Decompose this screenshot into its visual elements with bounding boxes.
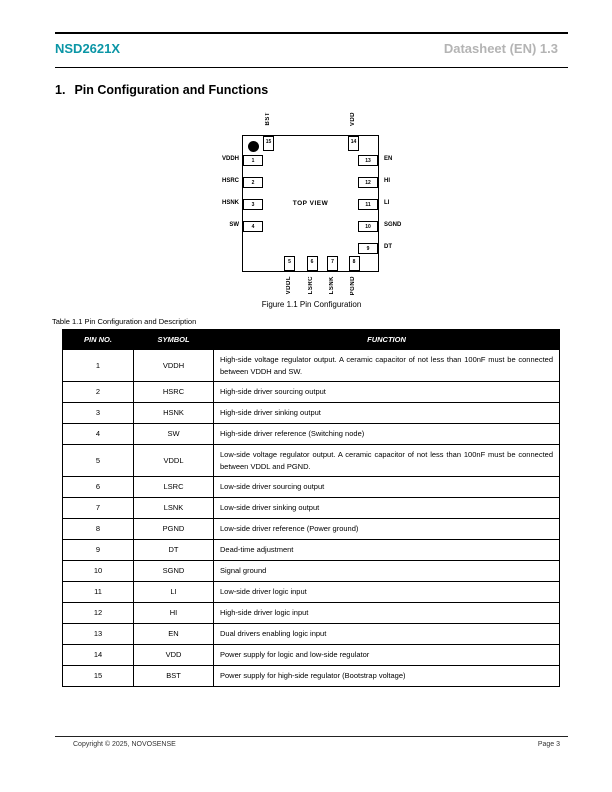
pin-table-row bbox=[63, 540, 560, 561]
pin-label-PGND: PGND bbox=[350, 276, 356, 296]
pin-box-VDDL: 5 bbox=[284, 256, 295, 271]
function-cell: Signal ground bbox=[214, 561, 560, 582]
pin-no-cell: 10 bbox=[63, 561, 134, 582]
document-title: Datasheet (EN) 1.3 bbox=[443, 41, 558, 56]
pin-table-row bbox=[63, 603, 560, 624]
function-cell: High-side driver sinking output bbox=[214, 403, 560, 424]
pin-table-row bbox=[63, 645, 560, 666]
function-cell: Dead-time adjustment bbox=[214, 540, 560, 561]
part-number: NSD2621X bbox=[55, 41, 121, 56]
symbol-cell: VDDH bbox=[134, 350, 214, 382]
pin-no-cell: 13 bbox=[63, 624, 134, 645]
pin-no-cell: 1 bbox=[63, 350, 134, 382]
col-header-symbol: SYMBOL bbox=[134, 330, 214, 350]
pin-table-row bbox=[63, 582, 560, 603]
pin-table-row bbox=[63, 382, 560, 403]
pin-no-cell: 6 bbox=[63, 477, 134, 498]
pin-no-cell: 5 bbox=[63, 445, 134, 477]
pin-box-DT: 9 bbox=[358, 243, 378, 254]
pin-table-row bbox=[63, 445, 560, 477]
function-cell: Low-side driver reference (Power ground) bbox=[214, 519, 560, 540]
function-cell: High-side driver reference (Switching node) bbox=[214, 424, 560, 445]
pin-label-VDD: VDD bbox=[349, 112, 356, 127]
table-header-row bbox=[63, 330, 560, 350]
pin-label-LSRC: LSRC bbox=[308, 276, 314, 295]
section-number: 1. bbox=[55, 83, 66, 97]
symbol-cell: VDDL bbox=[134, 445, 214, 477]
copyright-text: Copyright © 2025, NOVOSENSE bbox=[73, 741, 176, 748]
figure-caption: Figure 1.1 Pin Configuration bbox=[261, 300, 362, 309]
symbol-cell: VDD bbox=[134, 645, 214, 666]
pin-box-LI: 11 bbox=[358, 199, 378, 210]
pin-no-cell: 2 bbox=[63, 382, 134, 403]
pin-table bbox=[62, 329, 560, 687]
footer-rule bbox=[55, 736, 568, 737]
pin-label-LSNK: LSNK bbox=[328, 276, 335, 295]
pin-no-cell: 7 bbox=[63, 498, 134, 519]
header-rule-bottom bbox=[55, 67, 568, 69]
table-body bbox=[63, 350, 560, 687]
pin-label-VDDH: VDDH bbox=[221, 156, 239, 162]
pin-box-VDD: 14 bbox=[348, 136, 359, 151]
pin-label-HSNK: HSNK bbox=[221, 200, 239, 206]
function-cell: High-side voltage regulator output. A ceramic capacitor of not less than 100nF must be connected between VDDH and SW. bbox=[214, 350, 560, 382]
pin-table-row bbox=[63, 666, 560, 687]
pin-label-BST: BST bbox=[264, 112, 271, 126]
pin-box-LSNK: 7 bbox=[327, 256, 338, 271]
col-header-pin-no: PIN NO. bbox=[63, 330, 134, 350]
function-cell: High-side driver sourcing output bbox=[214, 382, 560, 403]
pin-no-cell: 11 bbox=[63, 582, 134, 603]
function-cell: Low-side voltage regulator output. A ceramic capacitor of not less than 100nF must be connected between VDDL and PGND. bbox=[214, 445, 560, 477]
symbol-cell: LSRC bbox=[134, 477, 214, 498]
symbol-cell: EN bbox=[134, 624, 214, 645]
pin-no-cell: 8 bbox=[63, 519, 134, 540]
pin-box-HSRC: 2 bbox=[243, 177, 263, 188]
pin-box-SW: 4 bbox=[243, 221, 263, 232]
function-cell: Dual drivers enabling logic input bbox=[214, 624, 560, 645]
symbol-cell: BST bbox=[134, 666, 214, 687]
table-caption: Table 1.1 Pin Configuration and Description bbox=[52, 317, 197, 326]
pin-no-cell: 9 bbox=[63, 540, 134, 561]
function-cell: Power supply for logic and low-side regulator bbox=[214, 645, 560, 666]
symbol-cell: LSNK bbox=[134, 498, 214, 519]
pin-label-SGND: SGND bbox=[384, 222, 402, 228]
pin-table-row bbox=[63, 498, 560, 519]
page-header bbox=[55, 41, 558, 56]
pin-label-LI: LI bbox=[384, 200, 390, 206]
pin1-indicator-dot bbox=[248, 141, 259, 152]
page-footer bbox=[73, 741, 560, 748]
page-number: Page 3 bbox=[537, 741, 560, 748]
col-header-function: FUNCTION bbox=[214, 330, 560, 350]
section-title-text: Pin Configuration and Functions bbox=[74, 83, 269, 97]
pin-table-row bbox=[63, 424, 560, 445]
function-cell: Low-side driver sinking output bbox=[214, 498, 560, 519]
pin-label-EN: EN bbox=[384, 156, 393, 162]
symbol-cell: DT bbox=[134, 540, 214, 561]
pin-label-VDDL: VDDL bbox=[285, 276, 292, 295]
pin-box-EN: 13 bbox=[358, 155, 378, 166]
pin-box-LSRC: 6 bbox=[307, 256, 318, 271]
pin-table-row bbox=[63, 519, 560, 540]
pin-box-HSNK: 3 bbox=[243, 199, 263, 210]
pin-table-row bbox=[63, 350, 560, 382]
symbol-cell: HSNK bbox=[134, 403, 214, 424]
function-cell: Power supply for high-side regulator (Bootstrap voltage) bbox=[214, 666, 560, 687]
pin-label-HSRC: HSRC bbox=[221, 178, 239, 184]
pin-no-cell: 4 bbox=[63, 424, 134, 445]
pin-table-row bbox=[63, 561, 560, 582]
symbol-cell: LI bbox=[134, 582, 214, 603]
symbol-cell: HSRC bbox=[134, 382, 214, 403]
pin-table-row bbox=[63, 403, 560, 424]
pin-label-SW: SW bbox=[229, 222, 239, 228]
header-rule-top bbox=[55, 32, 568, 34]
pin-no-cell: 14 bbox=[63, 645, 134, 666]
pin-no-cell: 12 bbox=[63, 603, 134, 624]
pin-box-VDDH: 1 bbox=[243, 155, 263, 166]
pin-table-row bbox=[63, 477, 560, 498]
symbol-cell: SGND bbox=[134, 561, 214, 582]
pin-box-SGND: 10 bbox=[358, 221, 378, 232]
pin-table-row bbox=[63, 624, 560, 645]
function-cell: Low-side driver sourcing output bbox=[214, 477, 560, 498]
pin-label-HI: HI bbox=[384, 178, 390, 184]
pin-no-cell: 3 bbox=[63, 403, 134, 424]
symbol-cell: HI bbox=[134, 603, 214, 624]
pin-box-HI: 12 bbox=[358, 177, 378, 188]
pin-box-PGND: 8 bbox=[349, 256, 360, 271]
pin-label-DT: DT bbox=[384, 244, 392, 250]
symbol-cell: SW bbox=[134, 424, 214, 445]
function-cell: Low-side driver logic input bbox=[214, 582, 560, 603]
function-cell: High-side driver logic input bbox=[214, 603, 560, 624]
symbol-cell: PGND bbox=[134, 519, 214, 540]
section-title bbox=[55, 83, 268, 97]
pin-box-BST: 15 bbox=[263, 136, 274, 151]
pin-no-cell: 15 bbox=[63, 666, 134, 687]
top-view-label: TOP VIEW bbox=[292, 200, 329, 207]
